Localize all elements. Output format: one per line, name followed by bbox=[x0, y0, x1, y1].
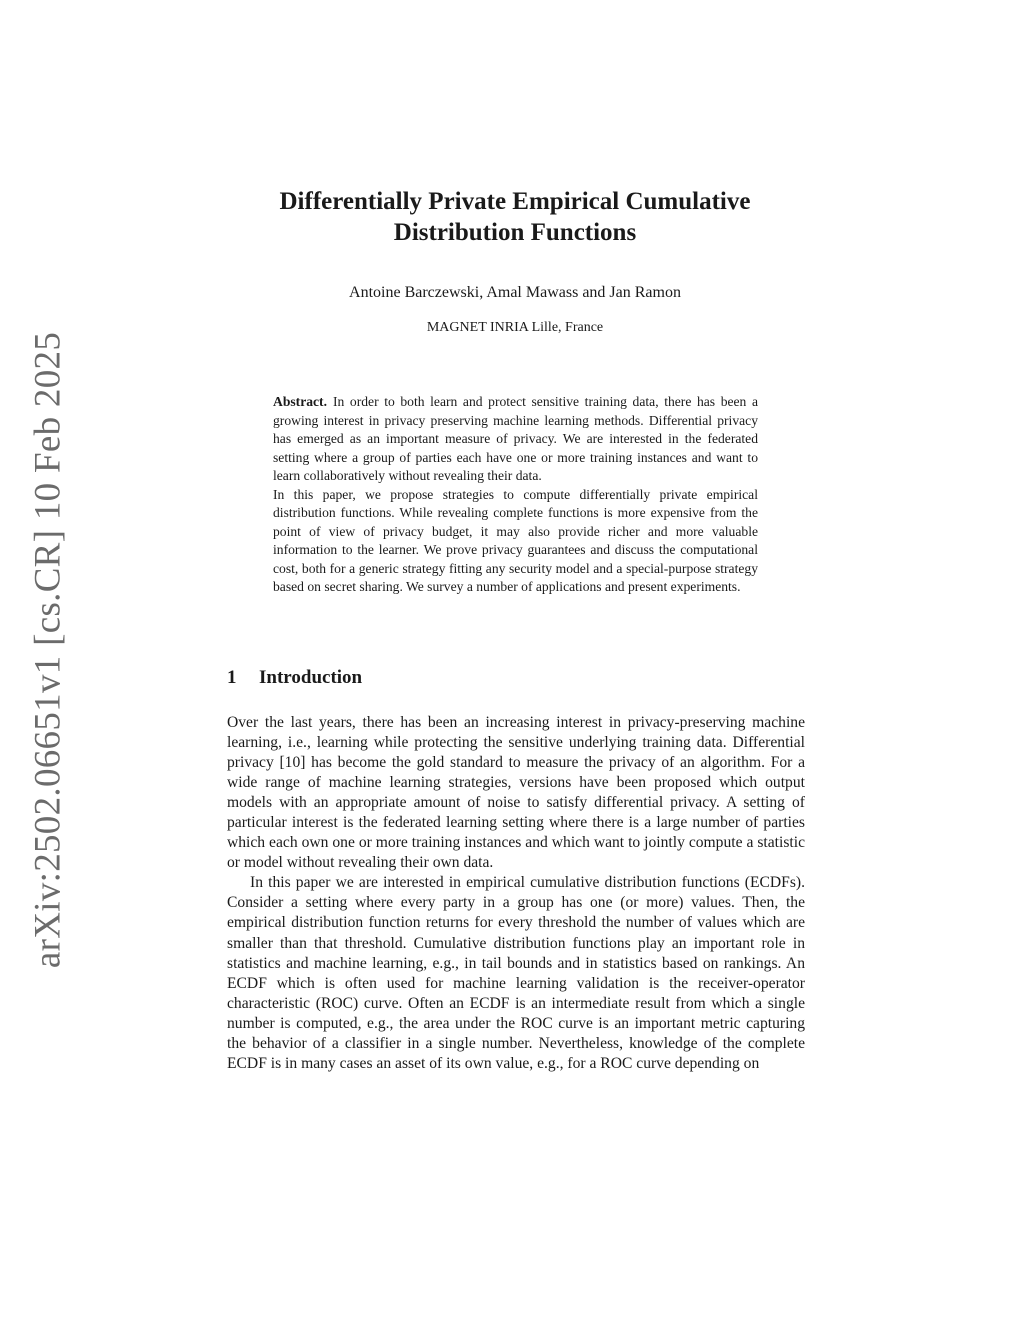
abstract-text-1: In order to both learn and protect sensitive training data, there has been a growing interest in privacy preserving machine learning methods. Differential privacy has emerged as an important measure of privacy. We are interested in the federated setting where a group of parties each have one or more training instances and want to learn collaboratively without revealing their data. bbox=[273, 394, 758, 483]
abstract-paragraph-2: In this paper, we propose strategies to compute differentially private empirical distribution functions. While revealing complete functions is more expensive from the point of view of privacy budget, it may also provide richer and more valuable information to the learner. We prove privacy guarantees and discuss the computational cost, both for a generic strategy fitting any security model and a special-purpose strategy based on secret sharing. We survey a number of applications and present experiments. bbox=[273, 486, 758, 594]
abstract-label: Abstract. bbox=[273, 394, 327, 409]
abstract bbox=[273, 393, 758, 597]
section-number: 1 bbox=[227, 667, 237, 688]
paper-title-line-1: Differentially Private Empirical Cumulative bbox=[279, 188, 751, 215]
section-title: Introduction bbox=[259, 667, 363, 688]
body-paragraph-2: In this paper we are interested in empirical cumulative distribution functions (ECDFs). Consider a setting where every party in a group has one (or more) values. Then, the empirical distribution function returns for every threshold the number of values which are smaller than that threshold. Cumulative distribution functions play an important role in statistics and machine learning, e.g., in tail bounds and in statistics based on rankings. An ECDF which is often used for machine learning validation is the receiver-operator characteristic (ROC) curve. Often an ECDF is an intermediate result from which a single number is computed, e.g., the area under the ROC curve is an important metric capturing the behavior of a classifier in a single number. Nevertheless, knowledge of the complete ECDF is in many cases an asset of its own value, e.g., for a ROC curve depending on bbox=[227, 874, 805, 1072]
paper-title bbox=[0, 186, 1024, 248]
paper-affiliation: MAGNET INRIA Lille, France bbox=[426, 320, 604, 335]
paper-title-line-2: Distribution Functions bbox=[393, 219, 637, 246]
paper-authors: Antoine Barczewski, Amal Mawass and Jan Ramon bbox=[349, 284, 681, 301]
arxiv-identifier: arXiv:2502.06651v1 [cs.CR] 10 Feb 2025 bbox=[27, 331, 69, 969]
section-body bbox=[227, 713, 805, 1074]
abstract-paragraph-1 bbox=[273, 393, 758, 486]
body-paragraph-1: Over the last years, there has been an increasing interest in privacy-preserving machine learning, i.e., learning while protecting the sensitive underlying training data. Differential privacy [10] has become the gold standard to measure the privacy of an algorithm. For a wide range of machine learning strategies, versions have been proposed which output models with an appropriate amount of noise to satisfy differential privacy. A setting of particular interest is the federated learning setting where there is a large number of parties which each own one or more training instances and which want to jointly compute a statistic or model without revealing their own data. bbox=[227, 714, 805, 872]
section-heading bbox=[227, 667, 362, 689]
